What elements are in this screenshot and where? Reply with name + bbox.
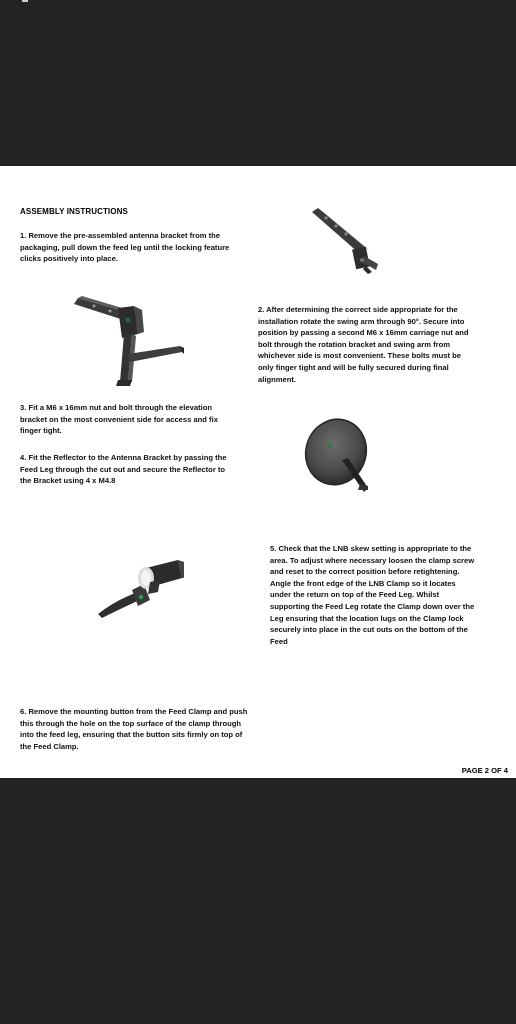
lnb-clamp-image (94, 556, 186, 618)
step-3-text: 3. Fit a M6 x 16mm nut and bolt through the elevation bracket on the most convenient side for access and fix finger tight. (20, 403, 218, 436)
status-indicator (22, 0, 28, 2)
swing-arm-bracket-image (70, 294, 186, 390)
document-page (0, 166, 516, 778)
step-6-text: 6. Remove the mounting button from the Feed Clamp and push this through the hole on the top surface of the clamp through into the feed leg, ensuring that the button sits firmly on top of the Feed Clamp. (20, 707, 248, 751)
top-dark-bar (0, 0, 516, 166)
folded-bracket-image (306, 204, 388, 276)
page-heading: ASSEMBLY INSTRUCTIONS (20, 207, 128, 216)
reflector-dish-image (302, 416, 374, 496)
step-2-text: 2. After determining the correct side appropriate for the installation rotate the swing arm through 90°. Secure into position by passing a second M6 x 16mm carriage nut and bolt through the rotation bracket and swing arm from whichever side is most convenient. These bolts must be only finger tight and will be fully secured during final alignment. (258, 305, 469, 384)
step-4-text: 4. Fit the Reflector to the Antenna Bracket by passing the Feed Leg through the cut out and secure the Reflector to the Bracket using 4 x M4.8 (20, 453, 227, 486)
step-5-text: 5. Check that the LNB skew setting is appropriate to the area. To adjust where necessary loosen the clamp screw and reset to the correct position before retightening. Angle the front edge of the LNB Clamp so it locates under the return on top of the Feed Leg. Whilst supporting the Feed Leg rotate the Clamp down over the Leg ensuring that the location lugs on the Clamp lock securely into place in the cut outs on the bottom of the Feed (270, 544, 475, 646)
bottom-dark-bar (0, 778, 516, 1024)
page-number: PAGE 2 OF 4 (461, 766, 508, 775)
step-1-text: 1. Remove the pre-assembled antenna bracket from the packaging, pull down the feed leg until the locking feature clicks positively into place. (20, 231, 230, 264)
